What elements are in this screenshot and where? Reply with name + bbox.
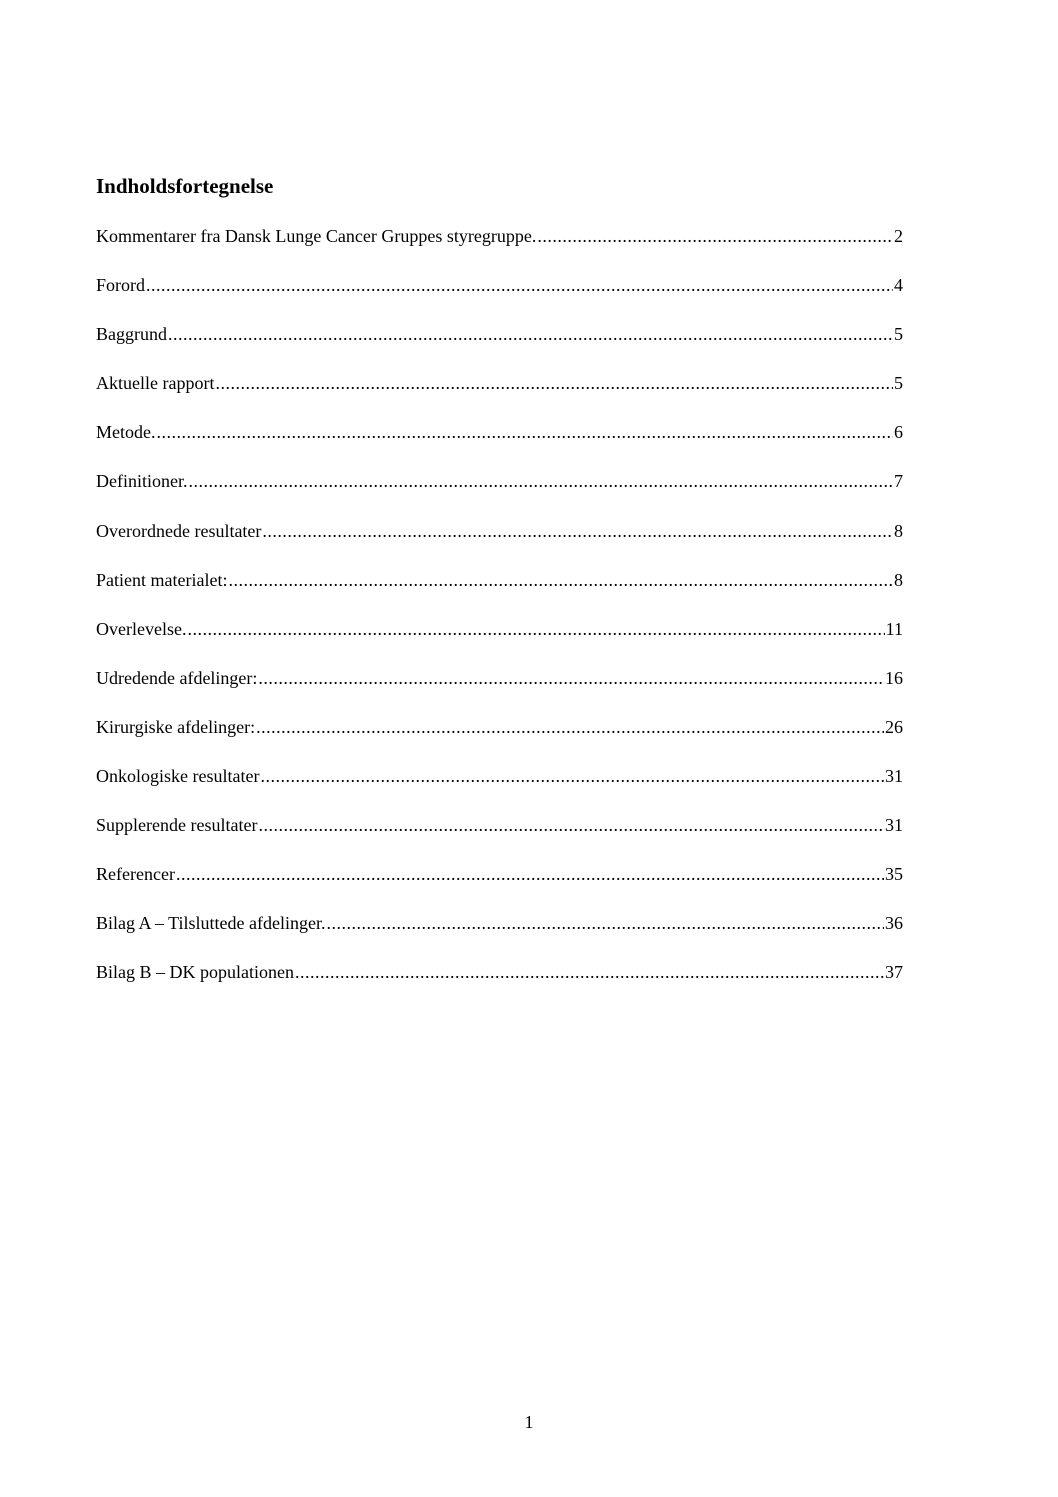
toc-entry-page: 8	[894, 520, 903, 541]
toc-entry[interactable]	[96, 224, 903, 273]
toc-entry[interactable]	[96, 911, 903, 960]
toc-dot-leader	[537, 224, 893, 248]
toc-entry-page: 2	[894, 226, 903, 246]
toc-title: Indholdsfortegnelse	[96, 174, 274, 198]
toc-dot-leader	[156, 420, 893, 444]
toc-dot-leader	[187, 617, 884, 641]
toc-entry[interactable]	[96, 273, 903, 322]
toc-dot-leader	[215, 371, 893, 395]
toc-dot-leader	[262, 519, 893, 543]
toc-entry-page: 7	[894, 471, 903, 492]
toc-entry[interactable]	[96, 568, 903, 617]
toc-entry-page: 4	[894, 275, 903, 296]
toc-entry-label: Baggrund	[96, 324, 167, 345]
toc-entry[interactable]	[96, 862, 903, 911]
toc-entry-label: Patient materialet:	[96, 569, 228, 590]
toc-entry-label: Bilag B – DK populationen	[96, 962, 294, 983]
toc-entry-page: 31	[885, 815, 903, 836]
toc-entry[interactable]	[96, 420, 903, 469]
toc-entry-page: 8	[894, 569, 903, 590]
toc-entry-label: Onkologiske resultater	[96, 766, 260, 787]
toc-dot-leader	[256, 715, 884, 739]
toc-entry-page: 11	[885, 618, 903, 639]
toc-dot-leader	[327, 911, 885, 935]
toc-entry-page: 5	[894, 373, 903, 394]
toc-entry-page: 6	[894, 422, 903, 443]
toc-entry-page: 37	[885, 962, 903, 983]
toc-entry[interactable]	[96, 322, 903, 371]
toc-entry-label: Bilag A – Tilsluttede afdelinger.	[96, 913, 326, 934]
toc-entry[interactable]	[96, 764, 903, 813]
toc-entry[interactable]	[96, 715, 903, 764]
toc-dot-leader	[260, 764, 884, 788]
toc-dot-leader	[258, 813, 884, 837]
toc-entry[interactable]	[96, 469, 903, 518]
toc-entry[interactable]	[96, 666, 903, 715]
toc-entry-label: Kirurgiske afdelinger:	[96, 716, 256, 737]
toc-dot-leader	[188, 469, 893, 493]
toc-entry[interactable]	[96, 960, 903, 1009]
toc-entry-label: Definitioner.	[96, 471, 188, 492]
toc-entry[interactable]	[96, 617, 903, 666]
toc-entry-page: 36	[885, 913, 903, 934]
toc-entry-label: Referencer	[96, 864, 175, 885]
toc-entry-label: Aktuelle rapport	[96, 373, 215, 394]
toc-entry-page: 16	[885, 667, 903, 688]
toc-entry-label: Overlevelse.	[96, 618, 187, 639]
toc-dot-leader	[295, 960, 884, 984]
toc-entry-page: 35	[885, 864, 903, 885]
toc-entry-page: 31	[885, 766, 903, 787]
toc-dot-leader	[258, 666, 884, 690]
toc-entry-label: Forord	[96, 275, 145, 296]
toc-entry-label: Kommentarer fra Dansk Lunge Cancer Gruppes styregruppe.	[96, 226, 537, 246]
toc-entry[interactable]	[96, 519, 903, 568]
toc-dot-leader	[176, 862, 884, 886]
toc-entry[interactable]	[96, 813, 903, 862]
toc-entry-label: Overordnede resultater	[96, 520, 262, 541]
toc-dot-leader	[168, 322, 893, 346]
toc-entry-page: 26	[885, 716, 903, 737]
toc-entry[interactable]	[96, 371, 903, 420]
toc-dot-leader	[146, 273, 893, 297]
toc-entry-page: 5	[894, 324, 903, 345]
toc-entry-label: Supplerende resultater	[96, 815, 258, 836]
toc-entry-label: Udredende afdelinger:	[96, 667, 258, 688]
toc-list	[96, 224, 903, 1010]
toc-entry-label: Metode.	[96, 422, 156, 443]
page-number: 1	[524, 1412, 534, 1432]
toc-dot-leader	[228, 568, 893, 592]
